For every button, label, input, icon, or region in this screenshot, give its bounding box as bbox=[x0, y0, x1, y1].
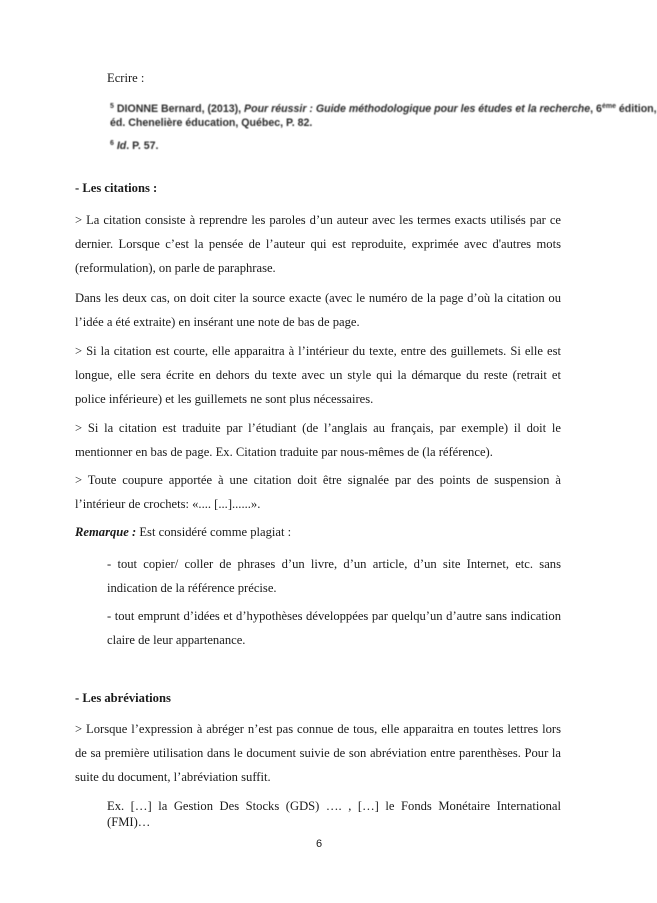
section-heading-citations: - Les citations : bbox=[75, 181, 158, 195]
citations-p4-line1: > Si la citation est traduite par l’étudiant (de l’anglais au français, par exemple) il doit le bbox=[75, 421, 561, 435]
remark bbox=[75, 524, 291, 540]
intro-text: Ecrire : bbox=[107, 71, 145, 85]
citations-p3-line1: > Si la citation est courte, elle apparaitra à l’intérieur du texte, entre des guillemets. Si elle est bbox=[75, 344, 561, 358]
plagiarism-item-1-line1: - tout copier/ coller de phrases d’un livre, d’un article, d’un site Internet, etc. sans bbox=[107, 557, 561, 571]
plagiarism-item-1-line2: indication de la référence précise. bbox=[107, 581, 277, 595]
section-heading-abbreviations: - Les abréviations bbox=[75, 691, 171, 705]
abbr-example: Ex. […] la Gestion Des Stocks (GDS) …. , […] le Fonds Monétaire International (FMI)… bbox=[107, 799, 561, 829]
abbr-p1-line2: de sa première utilisation dans le document suivie de son abréviation entre parenthèses. Pour la bbox=[75, 746, 561, 760]
footnote-5-publisher: éd. Chenelière éducation, Québec, P. 82. bbox=[110, 117, 313, 129]
plagiarism-item-2-line1: - tout emprunt d’idées et d’hypothèses développées par quelqu’un d’autre sans indication bbox=[107, 609, 561, 623]
abbr-p1-line3: suite du document, l’abréviation suffit. bbox=[75, 770, 271, 784]
citations-p3-line2: longue, elle sera écrite en dehors du texte avec un style qui la démarque du reste (retrait et bbox=[75, 368, 561, 382]
citations-p1-line3: (reformulation), on parle de paraphrase. bbox=[75, 261, 276, 275]
citations-p2-line2: l’idée a été extraite) en insérant une note de bas de page. bbox=[75, 315, 360, 329]
page-number: 6 bbox=[315, 838, 323, 850]
citations-p5-line2: l’intérieur de crochets: «.... [...]......». bbox=[75, 497, 261, 511]
remark-text: Est considéré comme plagiat : bbox=[136, 525, 292, 539]
footnote-6: $^6$ Id. P. 57. bbox=[110, 140, 159, 152]
footnote-5: $^5$ DIONNE Bernard, (2013), Pour réussir : Guide méthodologique pour les études et la recherche, 6ème édition, bbox=[110, 103, 657, 115]
footnote-image bbox=[107, 96, 657, 154]
remark-label: Remarque : bbox=[75, 525, 137, 539]
citations-p2-line1: Dans les deux cas, on doit citer la source exacte (avec le numéro de la page d’où la citation ou bbox=[75, 291, 561, 305]
abbr-p1-line1: > Lorsque l’expression à abréger n’est pas connue de tous, elle apparaitra en toutes lettres lors bbox=[75, 722, 561, 736]
plagiarism-item-2-line2: claire de leur appartenance. bbox=[107, 633, 246, 647]
citations-p5-line1: > Toute coupure apportée à une citation doit être signalée par des points de suspension à bbox=[75, 473, 561, 487]
citations-p1-line1: > La citation consiste à reprendre les paroles d’un auteur avec les termes exacts utilisés par ce bbox=[75, 213, 561, 227]
citations-p3-line3: police inférieure) et les guillemets ne sont plus nécessaires. bbox=[75, 392, 374, 406]
citations-p1-line2: dernier. Lorsque c’est la pensée de l’auteur qui est reproduite, exprimée avec d'autres mots bbox=[75, 237, 561, 251]
citations-p4-line2: mentionner en bas de page. Ex. Citation traduite par nous-mêmes de (la référence). bbox=[75, 445, 493, 459]
